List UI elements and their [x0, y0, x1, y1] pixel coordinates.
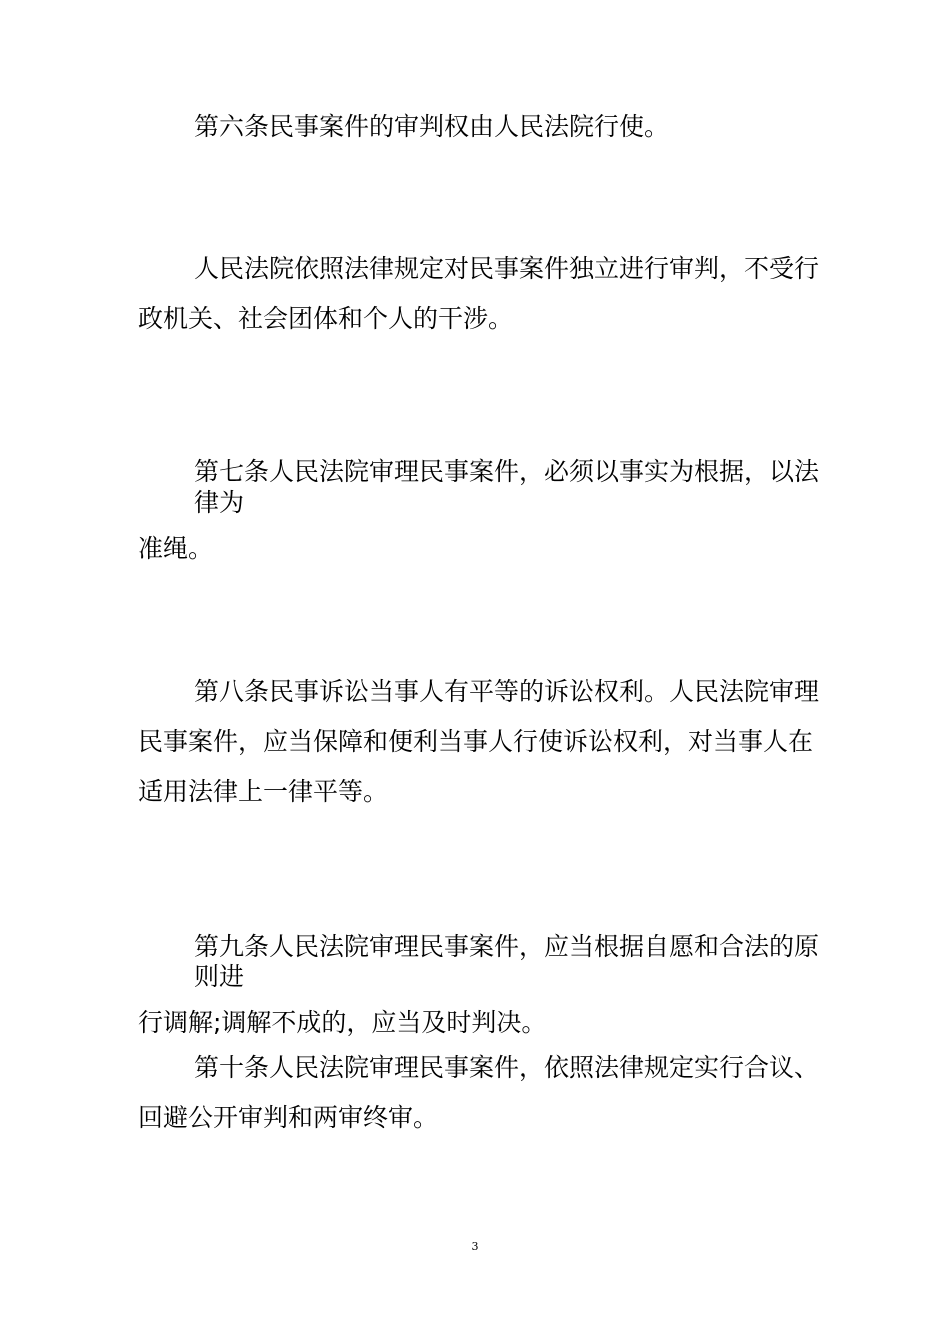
article-8-line-1: 第八条民事诉讼当事人有平等的诉讼权利。人民法院审理	[194, 677, 820, 706]
page-number: 3	[471, 1240, 479, 1253]
article-7-line-1: 第七条人民法院审理民事案件，必须以事实为根据，以法	[194, 457, 820, 486]
article-6-para-2-line-1: 人民法院依照法律规定对民事案件独立进行审判，不受行	[194, 254, 820, 283]
article-10-line-2: 回避公开审判和两审终审。	[138, 1103, 439, 1132]
article-9-line-1: 第九条人民法院审理民事案件，应当根据自愿和合法的原	[194, 932, 820, 961]
article-7-line-2: 律为	[194, 488, 245, 517]
article-7-line-3: 准绳。	[138, 534, 214, 563]
article-9-line-2: 则进	[194, 962, 245, 991]
article-8-line-2: 民事案件，应当保障和便利当事人行使诉讼权利，对当事人在	[138, 727, 814, 756]
article-8-line-3: 适用法律上一律平等。	[138, 777, 389, 806]
article-6-line-1: 第六条民事案件的审判权由人民法院行使。	[194, 112, 670, 141]
article-6-para-2-line-2: 政机关、社会团体和个人的干涉。	[138, 304, 514, 333]
article-9-line-3: 行调解;调解不成的，应当及时判决。	[138, 1008, 547, 1037]
article-10-line-1: 第十条人民法院审理民事案件，依照法律规定实行合议、	[194, 1053, 820, 1082]
